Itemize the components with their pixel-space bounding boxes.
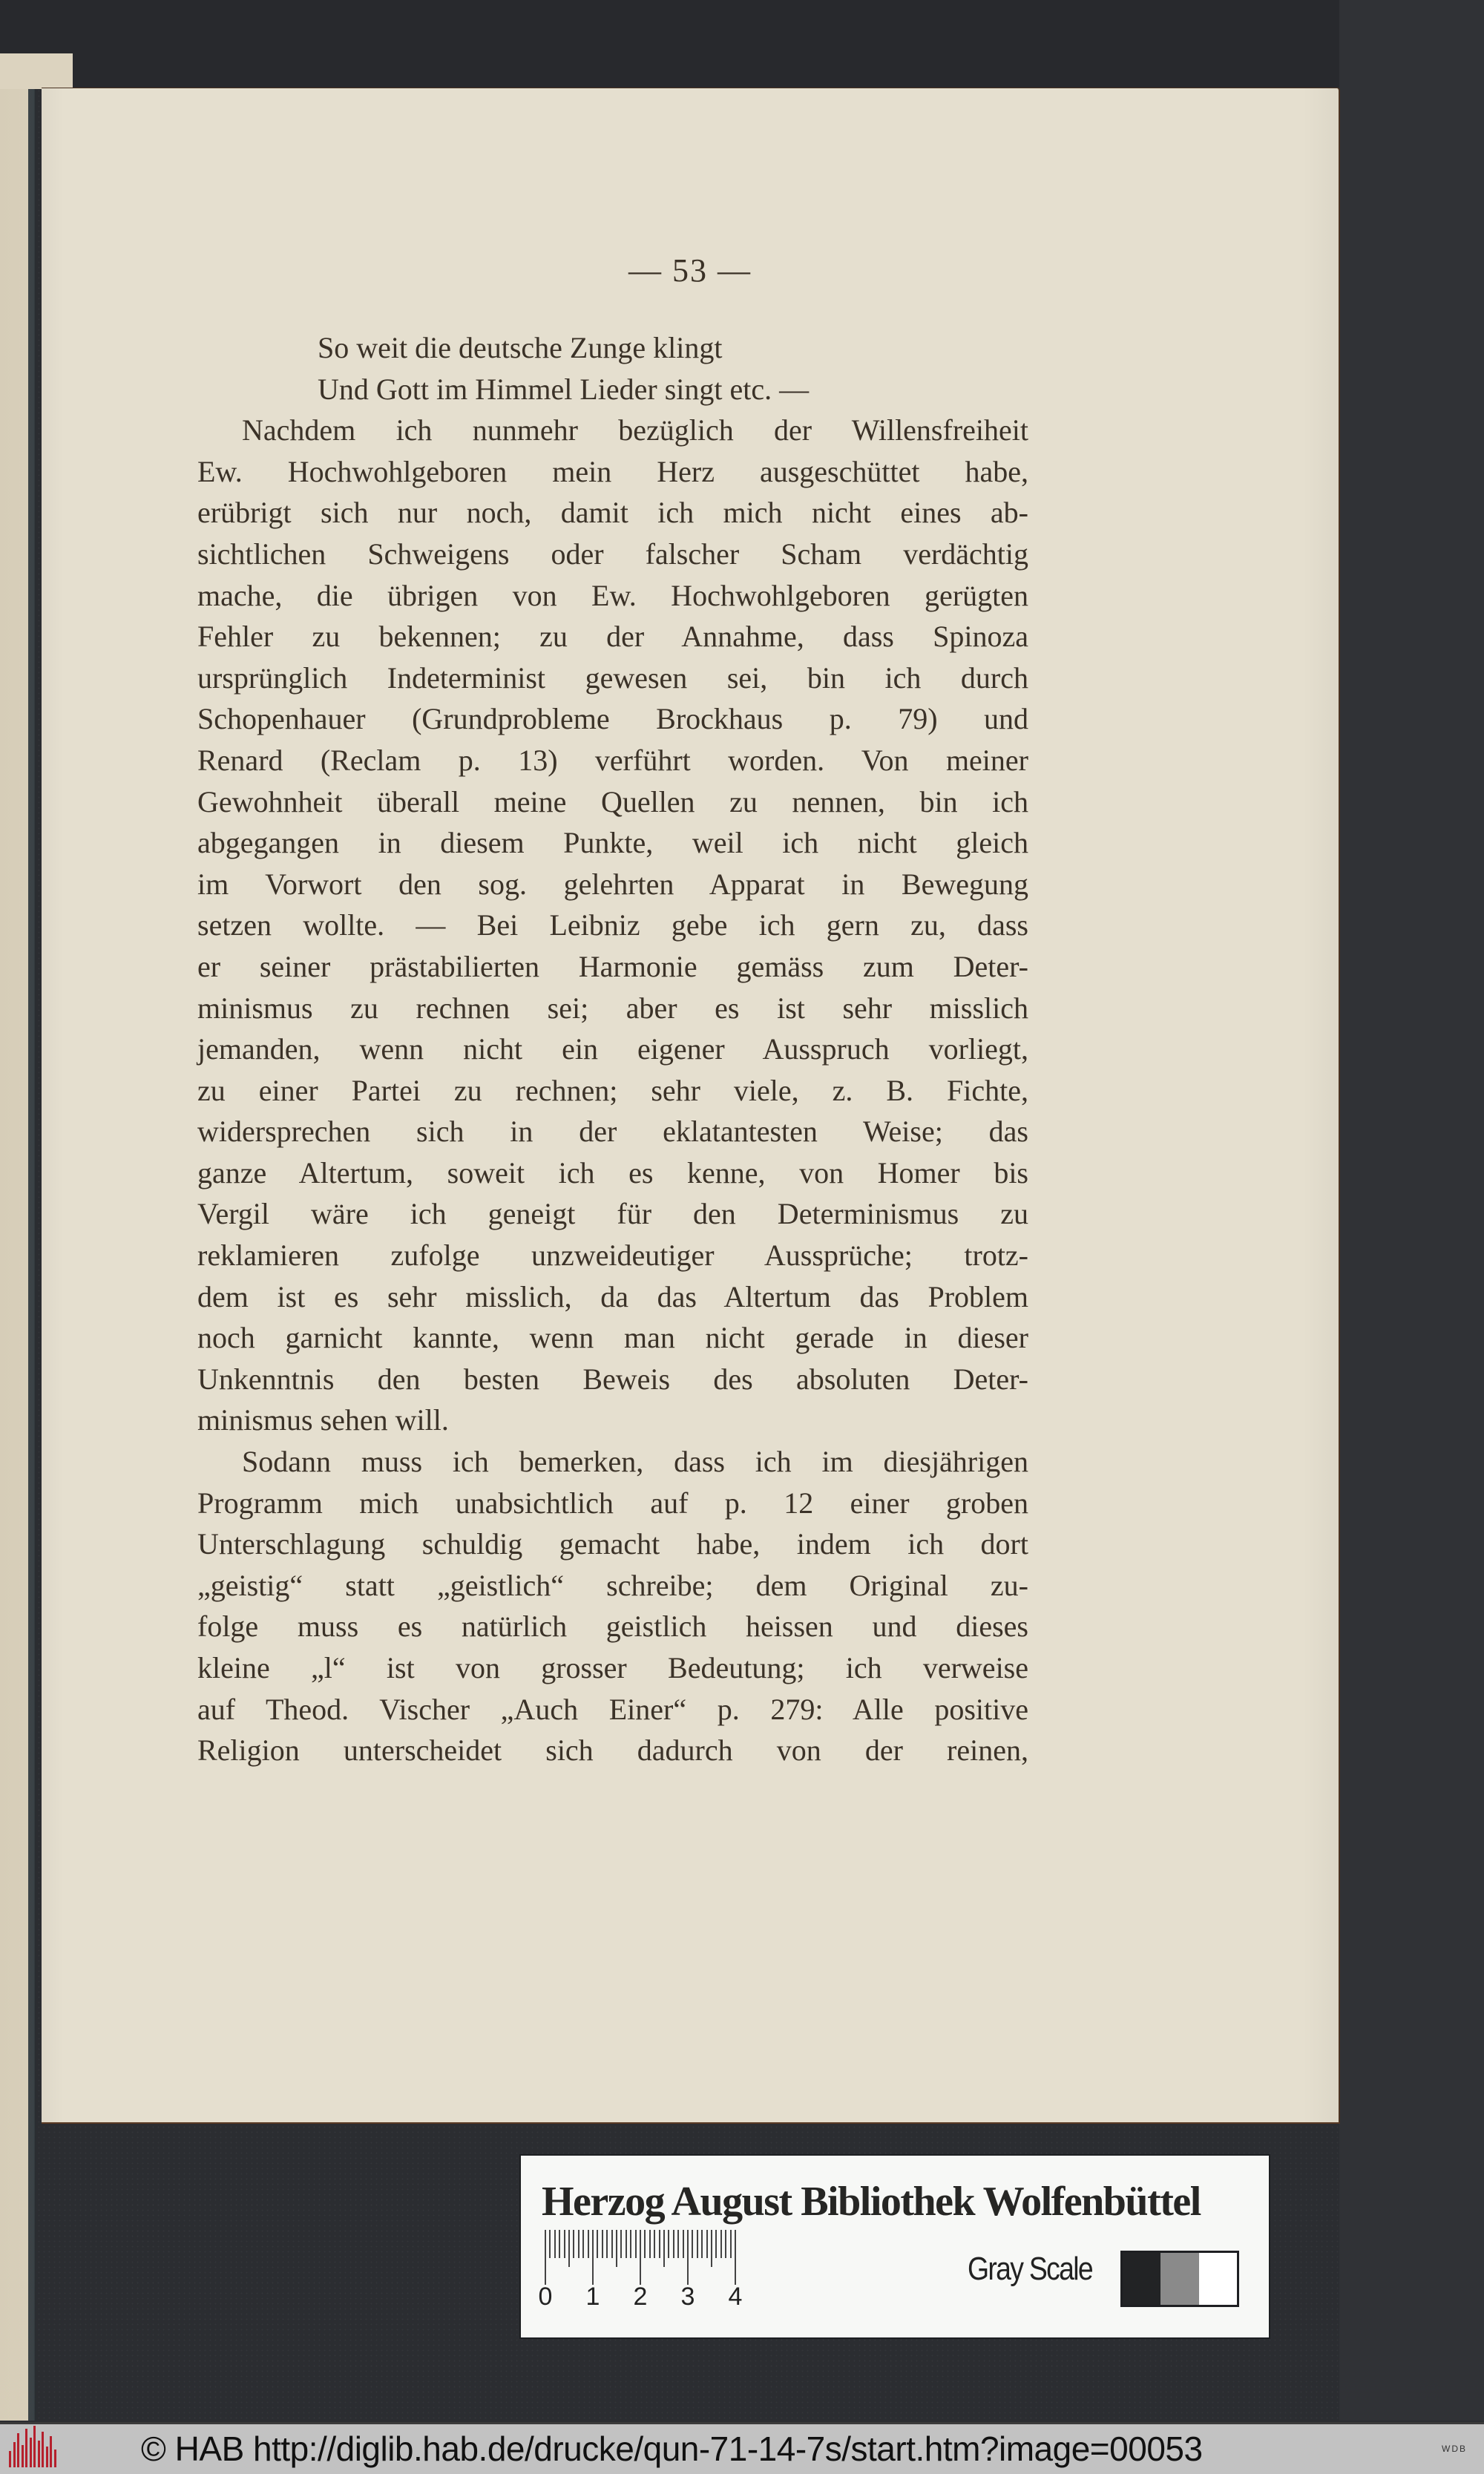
text-line: kleine „l“ ist von grosser Bedeutung; ich verweise	[197, 1651, 1028, 1684]
ruler-tick	[545, 2230, 546, 2285]
ruler-tick	[687, 2230, 689, 2285]
logo-bar	[42, 2432, 44, 2467]
ruler-tick	[673, 2230, 674, 2258]
scale-ruler	[538, 2252, 743, 2311]
text-line: widersprechen sich in der eklatantesten Weise; das	[197, 1115, 1028, 1149]
text-line: Vergil wäre ich geneigt für den Determinismus zu	[197, 1197, 1028, 1231]
text-line: setzen wollte. — Bei Leibniz gebe ich gern zu, dass	[197, 908, 1028, 942]
ruler-tick	[564, 2230, 565, 2258]
ruler-tick	[649, 2230, 651, 2258]
ruler-tick	[720, 2230, 722, 2258]
ruler-label: 1	[585, 2283, 600, 2311]
text-line: Sodann muss ich bemerken, dass ich im diesjährigen	[242, 1445, 1028, 1479]
text-line: er seiner prästabilierten Harmonie gemäss zum Deter-	[197, 949, 1028, 983]
ruler-tick	[626, 2230, 627, 2258]
ruler-tick	[730, 2230, 732, 2258]
ruler-tick	[582, 2230, 584, 2258]
text-line: So weit die deutsche Zunge klingt	[318, 331, 723, 364]
ruler-tick	[654, 2230, 655, 2258]
text-line: „geistig“ statt „geistlich“ schreibe; dem Original zu-	[197, 1568, 1028, 1602]
text-line: Gewohnheit überall meine Quellen zu nennen, bin ich	[197, 784, 1028, 818]
gray-scale-swatches	[1120, 2251, 1239, 2307]
book-page	[42, 88, 1340, 2124]
text-line: minismus sehen will.	[197, 1403, 449, 1437]
text-line: ganze Altertum, soweit ich es kenne, von Homer bis	[197, 1155, 1028, 1190]
ruler-tick	[735, 2230, 736, 2285]
permalink-url[interactable]: © HAB http://diglib.hab.de/drucke/qun-71-14-7s/start.htm?image=00053	[141, 2429, 1203, 2468]
text-line: Nachdem ich nunmehr bezüglich der Willensfreiheit	[242, 413, 1028, 447]
ruler-tick	[697, 2230, 698, 2258]
ruler-label: 3	[680, 2283, 695, 2311]
logo-bar	[13, 2442, 16, 2467]
ruler-tick	[592, 2230, 594, 2285]
ruler-label: 4	[728, 2283, 743, 2311]
logo-bar	[50, 2436, 52, 2467]
page-body-text	[197, 327, 1028, 1771]
text-line: folge muss es natürlich geistlich heissen und dieses	[197, 1610, 1028, 1644]
text-line: abgegangen in diesem Punkte, weil ich nicht gleich	[197, 826, 1028, 860]
text-line: Schopenhauer (Grundprobleme Brockhaus p. 79) und	[197, 702, 1028, 736]
scanner-background-right	[1339, 0, 1484, 2421]
ruler-tick	[692, 2230, 693, 2258]
ruler-tick	[597, 2230, 598, 2258]
ruler-tick	[663, 2230, 665, 2267]
text-line: Religion unterscheidet sich dadurch von der reinen,	[197, 1733, 1028, 1768]
text-line: Unterschlagung schuldig gemacht habe, indem ich dort	[197, 1527, 1028, 1561]
ruler-tick	[635, 2230, 637, 2258]
text-line: sichtlichen Schweigens oder falscher Scham verdächtig	[197, 537, 1028, 571]
scanner-background-top	[0, 0, 1484, 88]
logo-bar	[54, 2450, 56, 2467]
page-number: — 53 —	[628, 252, 752, 289]
text-line: Programm mich unabsichtlich auf p. 12 einer groben	[197, 1486, 1028, 1520]
text-line: auf Theod. Vischer „Auch Einer“ p. 279: Alle positive	[197, 1692, 1028, 1726]
ruler-tick	[659, 2230, 660, 2258]
text-line: erübrigt sich nur noch, damit ich mich nicht eines ab-	[197, 496, 1028, 530]
text-line: mache, die übrigen von Ew. Hochwohlgeboren gerügten	[197, 578, 1028, 612]
ruler-tick	[554, 2230, 556, 2258]
logo-bar	[33, 2426, 36, 2467]
text-line: ursprünglich Indeterminist gewesen sei, bin ich durch	[197, 660, 1028, 695]
adjacent-page-corner	[0, 53, 73, 89]
text-line: minismus zu rechnen sei; aber es ist sehr misslich	[197, 991, 1028, 1025]
text-line: zu einer Partei zu rechnen; sehr viele, z. B. Fichte,	[197, 1073, 1028, 1107]
ruler-tick	[725, 2230, 726, 2258]
text-line: dem ist es sehr misslich, da das Altertum das Problem	[197, 1279, 1028, 1313]
logo-bar	[25, 2429, 27, 2467]
ruler-tick	[549, 2230, 551, 2258]
ruler-tick	[715, 2230, 717, 2258]
ruler-tick	[602, 2230, 603, 2258]
gray-swatch	[1160, 2253, 1198, 2305]
ruler-tick	[611, 2230, 613, 2258]
ruler-tick	[644, 2230, 646, 2258]
adjacent-page-edge	[0, 53, 36, 2421]
text-line: noch garnicht kannte, wenn man nicht gerade in dieser	[197, 1321, 1028, 1355]
logo-bar	[22, 2445, 24, 2467]
ruler-label: 2	[633, 2283, 648, 2311]
library-name: Herzog August Bibliothek Wolfenbüttel	[542, 2179, 1201, 2225]
library-color-target	[521, 2156, 1269, 2337]
logo-bar	[30, 2438, 32, 2467]
ruler-tick	[606, 2230, 608, 2258]
logo-bar	[38, 2441, 40, 2467]
ruler-tick	[588, 2230, 589, 2258]
text-line: Ew. Hochwohlgeboren mein Herz ausgeschüttet habe,	[197, 454, 1028, 488]
gray-swatch	[1123, 2253, 1160, 2305]
ruler-tick	[711, 2230, 712, 2267]
ruler-tick	[640, 2230, 641, 2285]
wdb-mark[interactable]: WDB	[1442, 2444, 1467, 2454]
ruler-tick	[616, 2230, 617, 2267]
ruler-tick	[620, 2230, 622, 2258]
logo-bar	[46, 2447, 48, 2467]
footer-bar	[0, 2422, 1484, 2474]
ruler-tick	[668, 2230, 669, 2258]
text-line: Fehler zu bekennen; zu der Annahme, dass Spinoza	[197, 620, 1028, 654]
ruler-tick	[701, 2230, 703, 2258]
hab-logo-icon[interactable]	[4, 2429, 62, 2473]
ruler-tick	[706, 2230, 708, 2258]
gray-scale-label: Gray Scale	[968, 2251, 1092, 2287]
ruler-tick	[573, 2230, 574, 2258]
text-line: im Vorwort den sog. gelehrten Apparat in Bewegung	[197, 867, 1028, 901]
gray-swatch	[1199, 2253, 1237, 2305]
text-line: reklamieren zufolge unzweideutiger Aussprüche; trotz-	[197, 1238, 1028, 1273]
ruler-tick	[630, 2230, 631, 2258]
text-line: Unkenntnis den besten Beweis des absoluten Deter-	[197, 1362, 1028, 1396]
ruler-tick	[578, 2230, 580, 2258]
ruler-tick	[559, 2230, 560, 2258]
logo-bar	[9, 2451, 11, 2467]
text-line: jemanden, wenn nicht ein eigener Ausspruch vorliegt,	[197, 1032, 1028, 1066]
ruler-tick	[677, 2230, 679, 2258]
ruler-label: 0	[538, 2283, 553, 2311]
text-line: Renard (Reclam p. 13) verführt worden. Von meiner	[197, 743, 1028, 777]
ruler-tick	[683, 2230, 684, 2258]
logo-bar	[17, 2433, 19, 2467]
ruler-tick	[568, 2230, 570, 2267]
text-line: Und Gott im Himmel Lieder singt etc. —	[318, 372, 810, 406]
